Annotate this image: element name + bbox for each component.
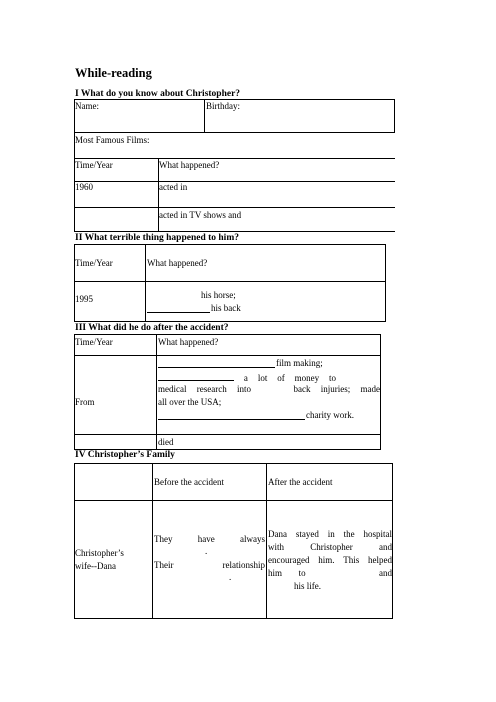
row-year: 1960 xyxy=(75,182,93,192)
section-2-heading: II What terrible thing happened to him? xyxy=(75,233,239,243)
answer-blank[interactable] xyxy=(158,358,275,368)
row-label-line-2: wife--Dana xyxy=(75,561,116,571)
before-line-2: . xyxy=(205,546,208,556)
col-time-header: Time/Year xyxy=(75,160,113,170)
after-line-1: Dana stayed in the hospital xyxy=(268,529,392,539)
before-line-1: They have always xyxy=(154,534,265,544)
col-before-header: Before the accident xyxy=(154,477,224,487)
col-after-header: After the accident xyxy=(268,477,333,487)
event-line-2: a lot of money to xyxy=(158,371,380,384)
section-4-heading: IV Christopher’s Family xyxy=(75,450,175,460)
event-line-5: charity work. xyxy=(306,410,354,420)
event-line-2: his back xyxy=(211,303,241,313)
col-time-header: Time/Year xyxy=(75,337,113,347)
row-event: acted in xyxy=(159,182,188,192)
before-line-4: . xyxy=(229,572,232,582)
col-what-header: What happened? xyxy=(158,337,219,347)
event-line-3: medical research into back injuries; made xyxy=(158,384,380,394)
after-line-3: encouraged him. This helped xyxy=(268,555,392,565)
after-line-5: his life. xyxy=(294,581,321,591)
event-line-1: film making; xyxy=(276,358,323,368)
event-line-1: his horse; xyxy=(201,290,236,300)
section-3-heading: III What did he do after the accident? xyxy=(75,323,229,333)
col-what-header: What happened? xyxy=(147,258,208,268)
after-line-2: with Christopher and xyxy=(268,542,392,552)
before-line-3: Their relationship xyxy=(154,560,265,570)
row-event: acted in TV shows and xyxy=(159,210,242,220)
col-what-header: What happened? xyxy=(159,160,220,170)
page-title: While-reading xyxy=(75,66,152,80)
answer-blank[interactable] xyxy=(147,303,210,313)
after-line-4: him to and xyxy=(268,568,392,578)
name-label: Name: xyxy=(75,101,99,111)
year-cell: From xyxy=(75,397,95,407)
event-last: died xyxy=(158,437,174,447)
answer-blank[interactable] xyxy=(158,371,234,381)
answer-blank[interactable] xyxy=(158,410,305,420)
event-line-4: all over the USA; xyxy=(158,397,222,407)
col-time-header: Time/Year xyxy=(75,258,113,268)
row-label-line-1: Christopher’s xyxy=(75,548,124,558)
section-1-heading: I What do you know about Christopher? xyxy=(75,89,241,99)
films-label: Most Famous Films: xyxy=(75,135,150,145)
year-cell: 1995 xyxy=(75,294,93,304)
birthday-label: Birthday: xyxy=(206,101,240,111)
